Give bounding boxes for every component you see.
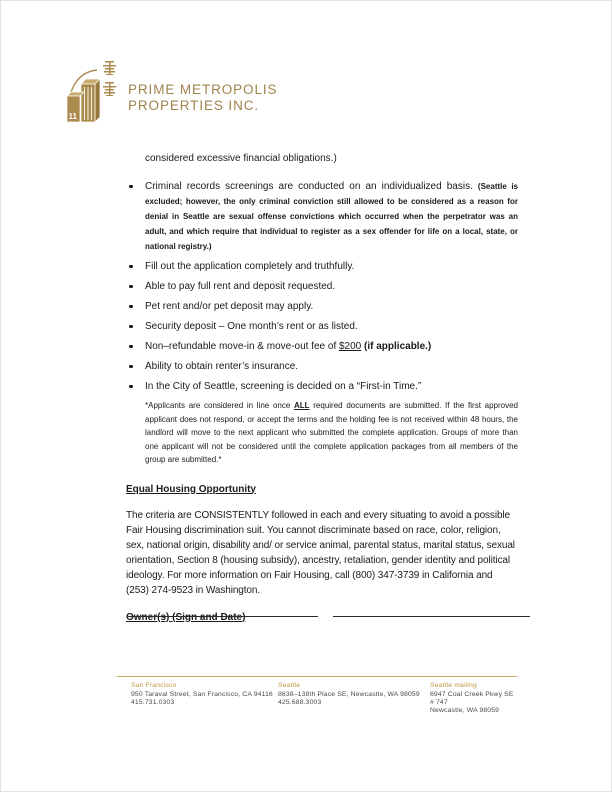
fee-applicable-note: (if applicable.) xyxy=(361,341,432,352)
criminal-records-text: Criminal records screenings are conducted on an individualized basis. xyxy=(145,181,478,192)
criteria-list xyxy=(126,179,518,394)
footer-office-label: San Francisco xyxy=(131,682,177,689)
chinese-glyph-top xyxy=(103,61,116,75)
footer-office-san-francisco xyxy=(131,682,273,707)
footer-office-seattle xyxy=(278,682,420,707)
footnote-all-emphasis: ALL xyxy=(294,401,310,410)
equal-housing-paragraph: The criteria are CONSISTENTLY followed in each and every situating to avoid a possible Fair Housing discrimination suit. You cannot discriminate based on race, color, religion, sex, national origin, disability and/ or service animal, parental status, marital status, sexual orientation, Section 8 (housing subsidy), ancestry, retaliation, gender identity and political ideology. For more information on Fair Housing, call (800) 347-3739 in California and (253) 274-9523 in Washington. xyxy=(126,509,515,596)
chinese-glyph-bottom xyxy=(103,82,116,96)
owner-sign-heading: Owner(s) (Sign and Date) xyxy=(126,611,246,623)
continuation-line: considered excessive financial obligations.) xyxy=(145,153,337,164)
list-item-criminal-records xyxy=(126,179,518,254)
footer-office-address: 950 Taraval Street, San Francisco, CA 94116 xyxy=(131,691,273,698)
footer-office-address: 8638–138th Place SE, Newcastle, WA 98059 xyxy=(278,691,420,698)
list-item-insurance: Ability to obtain renter’s insurance. xyxy=(126,359,518,374)
company-name-line1: PRIME METROPOLIS xyxy=(128,82,278,97)
page-footer xyxy=(117,676,517,714)
first-in-time-footnote xyxy=(126,399,518,467)
footer-office-address: 6947 Coal Creek Pkwy SE # 747 xyxy=(430,691,514,706)
logo-chinese-characters-icon xyxy=(103,61,116,103)
document-body xyxy=(126,151,518,623)
company-name xyxy=(128,82,277,114)
list-item-able-to-pay: Able to pay full rent and deposit requested. xyxy=(126,279,518,294)
footer-office-address2: Newcastle, WA 98059 xyxy=(430,707,500,714)
footer-office-phone: 415.731.0303 xyxy=(131,699,175,706)
footer-office-label: Seattle xyxy=(278,682,301,689)
footnote-suffix: required documents are submitted. If the first approved applicant does not respond, or accept the terms and the holding fee is not received within 48 hours, the landlord will move to the next applicant who submitted the complete application. Groups of more than one applicant will not be considered until the complete application packages from all members of the group are submitted.* xyxy=(145,401,518,464)
footer-office-phone: 425.688.3003 xyxy=(278,699,322,706)
company-logo xyxy=(64,58,124,124)
list-item-fill-out: Fill out the application completely and truthfully. xyxy=(126,259,518,274)
footer-office-label: Seattle mailing xyxy=(430,682,477,689)
signature-line-2 xyxy=(333,616,530,617)
company-name-line2: PROPERTIES INC. xyxy=(128,98,260,113)
list-item-fee xyxy=(126,339,518,354)
fee-text: Non–refundable move-in & move-out fee of xyxy=(145,341,339,352)
footer-office-seattle-mailing xyxy=(430,682,517,715)
list-item-security-deposit: Security deposit – One month’s rent or as listed. xyxy=(126,319,518,334)
footer-divider xyxy=(117,676,517,677)
list-item-first-in-time: In the City of Seattle, screening is decided on a “First-in Time.” xyxy=(126,379,518,394)
criminal-records-note: (Seattle is excluded; however, the only criminal conviction still allowed to be considered as a reason for denial in Seattle are sexual offense convictions which occurred when the perpetrator was an adult, and which require that individual to register as a sex offender for life on a local, state, or national registry.) xyxy=(145,182,518,251)
footnote-prefix: *Applicants are considered in line once xyxy=(145,401,294,410)
logo-number: 11 xyxy=(68,112,77,121)
fee-amount: $200 xyxy=(339,341,362,352)
logo-buildings-icon xyxy=(64,66,106,124)
signature-line-1 xyxy=(128,616,318,617)
equal-housing-heading: Equal Housing Opportunity xyxy=(126,483,256,495)
list-item-pet: Pet rent and/or pet deposit may apply. xyxy=(126,299,518,314)
